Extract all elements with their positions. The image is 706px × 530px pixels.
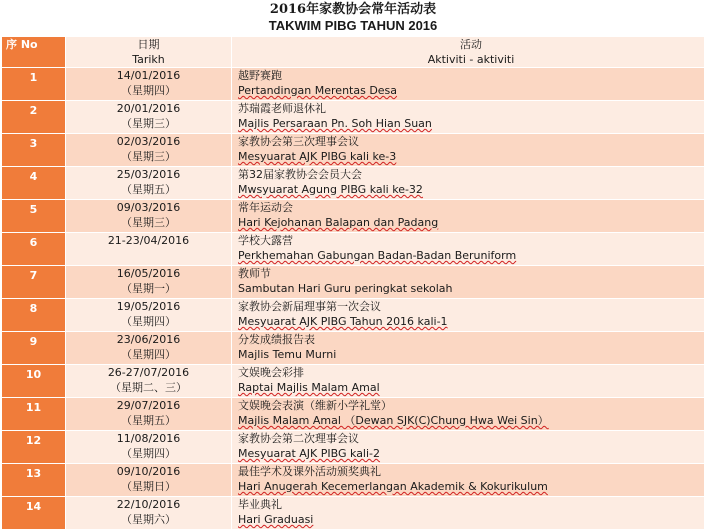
header-date-cn: 日期 xyxy=(137,38,160,51)
table-row xyxy=(2,497,705,530)
row-date: 09/03/2016 xyxy=(116,201,181,214)
row-date: 21-23/04/2016 xyxy=(107,234,190,247)
header-activity-cn: 活动 xyxy=(460,38,482,51)
row-number: 9 xyxy=(2,332,66,365)
row-date: 22/10/2016 xyxy=(116,498,181,511)
row-date-cell xyxy=(66,233,232,266)
table-row xyxy=(2,200,705,233)
header-date xyxy=(66,37,232,68)
row-activity-cn: 家教协会第三次理事会议 xyxy=(238,135,359,148)
row-activity-ms: Hari Kejohanan Balapan dan Padang xyxy=(238,216,439,229)
row-weekday: （星期四） xyxy=(121,315,176,328)
row-activity-ms: Mesyuarat AJK PIBG kali ke-3 xyxy=(238,150,397,163)
row-activity-cn: 常年运动会 xyxy=(238,201,293,214)
row-activity-cell xyxy=(232,299,705,332)
row-activity-ms: Hari Anugerah Kecemerlangan Akademik & Kokurikulum xyxy=(238,480,548,493)
row-activity-cell xyxy=(232,332,705,365)
row-activity-ms: Perkhemahan Gabungan Badan-Badan Beruniform xyxy=(238,249,517,262)
row-activity-ms: Hari Graduasi xyxy=(238,513,314,526)
row-activity-ms: Mesyuarat AJK PIBG Tahun 2016 kali-1 xyxy=(238,315,448,328)
row-number: 4 xyxy=(2,167,66,200)
row-date-cell xyxy=(66,101,232,134)
table-row xyxy=(2,332,705,365)
row-weekday: （星期三） xyxy=(121,117,176,130)
row-number: 11 xyxy=(2,398,66,431)
table-body xyxy=(2,37,705,530)
row-weekday: （星期五） xyxy=(121,414,176,427)
row-date-cell xyxy=(66,431,232,464)
row-activity-cn: 文娱晚会彩排 xyxy=(238,366,304,379)
row-weekday: （星期一） xyxy=(121,282,176,295)
row-date: 26-27/07/2016 xyxy=(107,366,190,379)
title-malay: TAKWIM PIBG TAHUN 2016 xyxy=(268,18,438,33)
row-date: 09/10/2016 xyxy=(116,465,181,478)
table-row xyxy=(2,101,705,134)
row-activity-ms: Sambutan Hari Guru peringkat sekolah xyxy=(238,282,453,295)
row-number: 7 xyxy=(2,266,66,299)
row-date-cell xyxy=(66,464,232,497)
row-date-cell xyxy=(66,299,232,332)
row-number: 2 xyxy=(2,101,66,134)
row-activity-cell xyxy=(232,167,705,200)
row-date: 16/05/2016 xyxy=(116,267,181,280)
row-date-cell xyxy=(66,200,232,233)
table-row xyxy=(2,266,705,299)
table-row xyxy=(2,464,705,497)
row-date: 19/05/2016 xyxy=(116,300,181,313)
row-activity-cell xyxy=(232,365,705,398)
row-number: 10 xyxy=(2,365,66,398)
row-date-cell xyxy=(66,497,232,530)
row-number: 12 xyxy=(2,431,66,464)
row-activity-cn: 文娱晚会表演（维新小学礼堂） xyxy=(238,399,392,412)
row-activity-cn: 越野赛跑 xyxy=(238,69,282,82)
activity-calendar-table xyxy=(1,36,705,530)
row-activity-cn: 分发成绩报告表 xyxy=(238,333,315,346)
row-activity-cn: 教师节 xyxy=(238,267,271,280)
row-weekday: （星期四） xyxy=(121,447,176,460)
row-weekday: （星期三） xyxy=(121,150,176,163)
row-activity-cell xyxy=(232,134,705,167)
table-row xyxy=(2,167,705,200)
row-activity-ms: Majlis Temu Murni xyxy=(238,348,337,361)
row-number: 8 xyxy=(2,299,66,332)
row-activity-cell xyxy=(232,497,705,530)
row-date-cell xyxy=(66,68,232,101)
header-activity xyxy=(232,37,705,68)
table-header-row xyxy=(2,37,705,68)
table-row xyxy=(2,233,705,266)
row-date-cell xyxy=(66,167,232,200)
row-activity-cell xyxy=(232,464,705,497)
table-row xyxy=(2,431,705,464)
row-date: 23/06/2016 xyxy=(116,333,181,346)
row-activity-ms: Raptai Majlis Malam Amal xyxy=(238,381,380,394)
row-weekday: （星期四） xyxy=(121,84,176,97)
row-activity-cn: 家教协会新届理事第一次会议 xyxy=(238,300,381,313)
row-activity-cell xyxy=(232,266,705,299)
table-row xyxy=(2,134,705,167)
row-date-cell xyxy=(66,398,232,431)
row-activity-cell xyxy=(232,200,705,233)
row-activity-cn: 苏瑞霞老师退休礼 xyxy=(238,102,326,115)
row-date: 20/01/2016 xyxy=(116,102,181,115)
row-number: 14 xyxy=(2,497,66,530)
row-number: 3 xyxy=(2,134,66,167)
row-activity-cell xyxy=(232,398,705,431)
row-number: 5 xyxy=(2,200,66,233)
row-activity-cn: 最佳学术及课外活动颁奖典礼 xyxy=(238,465,381,478)
table-row xyxy=(2,398,705,431)
page-title-block xyxy=(0,0,706,36)
row-number: 13 xyxy=(2,464,66,497)
row-weekday: （星期二、三） xyxy=(110,381,187,394)
row-date-cell xyxy=(66,134,232,167)
row-date: 25/03/2016 xyxy=(116,168,181,181)
row-date: 14/01/2016 xyxy=(116,69,181,82)
row-activity-ms: Pertandingan Merentas Desa xyxy=(238,84,398,97)
row-activity-cn: 学校大露营 xyxy=(238,234,293,247)
row-date: 11/08/2016 xyxy=(116,432,181,445)
row-activity-cell xyxy=(232,68,705,101)
header-no: 序 No xyxy=(2,37,66,68)
row-activity-cn: 毕业典礼 xyxy=(238,498,282,511)
row-activity-cn: 家教协会第二次理事会议 xyxy=(238,432,359,445)
row-activity-cell xyxy=(232,233,705,266)
table-row xyxy=(2,68,705,101)
table-row xyxy=(2,299,705,332)
row-date-cell xyxy=(66,266,232,299)
row-activity-ms: Majlis Malam Amal （Dewan SJK(C)Chung Hwa Wei Sin） xyxy=(238,414,549,427)
row-weekday: （星期三） xyxy=(121,216,176,229)
row-activity-ms: Mwsyuarat Agung PIBG kali ke-32 xyxy=(238,183,423,196)
row-activity-ms: Majlis Persaraan Pn. Soh Hian Suan xyxy=(238,117,432,130)
header-date-ms: Tarikh xyxy=(132,53,165,66)
title-chinese: 2016年家教协会常年活动表 xyxy=(269,2,437,17)
row-weekday: （星期日） xyxy=(121,480,176,493)
row-date: 02/03/2016 xyxy=(116,135,181,148)
row-activity-ms: Mesyuarat AJK PIBG kali-2 xyxy=(238,447,381,460)
row-date: 29/07/2016 xyxy=(116,399,181,412)
row-number: 6 xyxy=(2,233,66,266)
header-activity-ms: Aktiviti - aktiviti xyxy=(427,53,515,66)
row-activity-cell xyxy=(232,101,705,134)
row-weekday: （星期四） xyxy=(121,348,176,361)
row-activity-cn: 第32届家教协会会员大会 xyxy=(238,168,362,181)
row-activity-cell xyxy=(232,431,705,464)
row-date-cell xyxy=(66,332,232,365)
row-weekday: （星期六） xyxy=(121,513,176,526)
row-date-cell xyxy=(66,365,232,398)
table-row xyxy=(2,365,705,398)
row-number: 1 xyxy=(2,68,66,101)
row-weekday: （星期五） xyxy=(121,183,176,196)
